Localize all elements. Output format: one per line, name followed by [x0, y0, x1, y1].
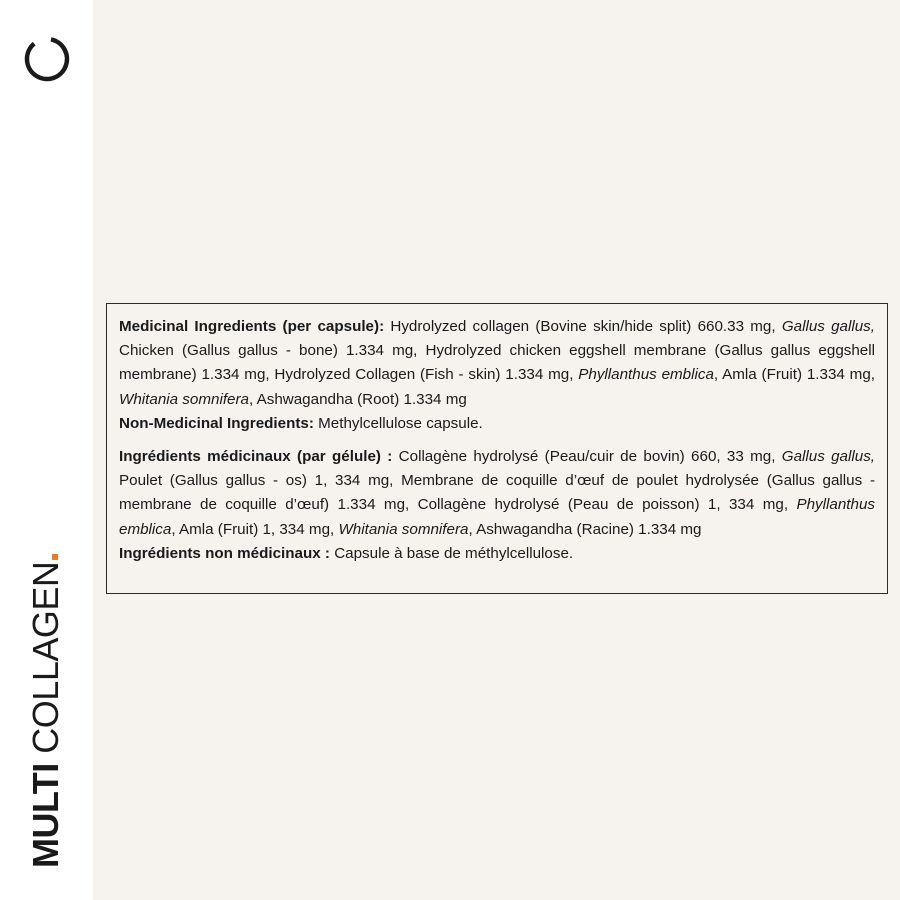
- product-name-vertical: [25, 554, 66, 868]
- french-non-medicinal-text: Capsule à base de méthylcellulose.: [329, 544, 574, 562]
- french-species-3: Whitania somnifera: [338, 520, 469, 538]
- english-non-medicinal-text: Methylcellulose capsule.: [313, 414, 483, 432]
- french-species-1: Gallus gallus,: [781, 448, 876, 466]
- french-medicinal-text-1: Collagène hydrolysé (Peau/cuir de bovin) 660, 33 mg,: [392, 448, 782, 466]
- french-non-medicinal-ingredients: [119, 542, 875, 566]
- french-medicinal-label: Ingrédients médicinaux (par gélule) :: [119, 448, 393, 466]
- english-species-1: Gallus gallus,: [781, 318, 875, 335]
- french-medicinal-text-4: , Ashwagandha (Racine) 1.334 mg: [468, 520, 702, 538]
- english-species-2: Phyllanthus emblica: [578, 366, 714, 384]
- english-non-medicinal-label: Non-Medicinal Ingredients:: [119, 414, 314, 432]
- accent-dot: [52, 554, 58, 560]
- english-species-3: Whitania somnifera: [119, 390, 249, 408]
- product-name-word2: COLLAGEN: [25, 561, 66, 754]
- french-medicinal-text-3: , Amla (Fruit) 1, 334 mg,: [171, 520, 339, 538]
- english-medicinal-text-2: Chicken (Gallus gallus - bone) 1.334 mg, Hydrolyzed chicken eggshell membrane (Gallus gallus eggshell membrane) 1.334 mg, Hydrolyzed Collagen (Fish - skin) 1.334 mg,: [119, 342, 875, 384]
- open-ring-icon: [21, 33, 73, 85]
- english-medicinal-text-1: Hydrolyzed collagen (Bovine skin/hide split) 660.33 mg,: [384, 318, 782, 335]
- english-medicinal-ingredients: [119, 315, 875, 412]
- english-medicinal-label: Medicinal Ingredients (per capsule):: [119, 318, 385, 335]
- english-medicinal-text-3: , Amla (Fruit) 1.334 mg,: [713, 366, 875, 384]
- english-non-medicinal-ingredients: [119, 412, 875, 436]
- french-medicinal-ingredients: [119, 445, 875, 542]
- french-medicinal-text-2: Poulet (Gallus gallus - os) 1, 334 mg, Membrane de coquille d’œuf de poulet hydrolysée (Gallus gallus - membrane de coquille d’œuf) 1.334 mg, Collagène hydrolysé (Peau de poisson) 1, 334 mg,: [119, 472, 875, 514]
- ingredients-box: [106, 303, 888, 594]
- english-medicinal-text-4: , Ashwagandha (Root) 1.334 mg: [249, 390, 467, 408]
- french-species-2: Phyllanthus emblica: [119, 496, 875, 538]
- french-non-medicinal-label: Ingrédients non médicinaux :: [119, 544, 330, 562]
- product-name-word1: MULTI: [25, 763, 66, 868]
- brand-sidebar: [0, 0, 93, 900]
